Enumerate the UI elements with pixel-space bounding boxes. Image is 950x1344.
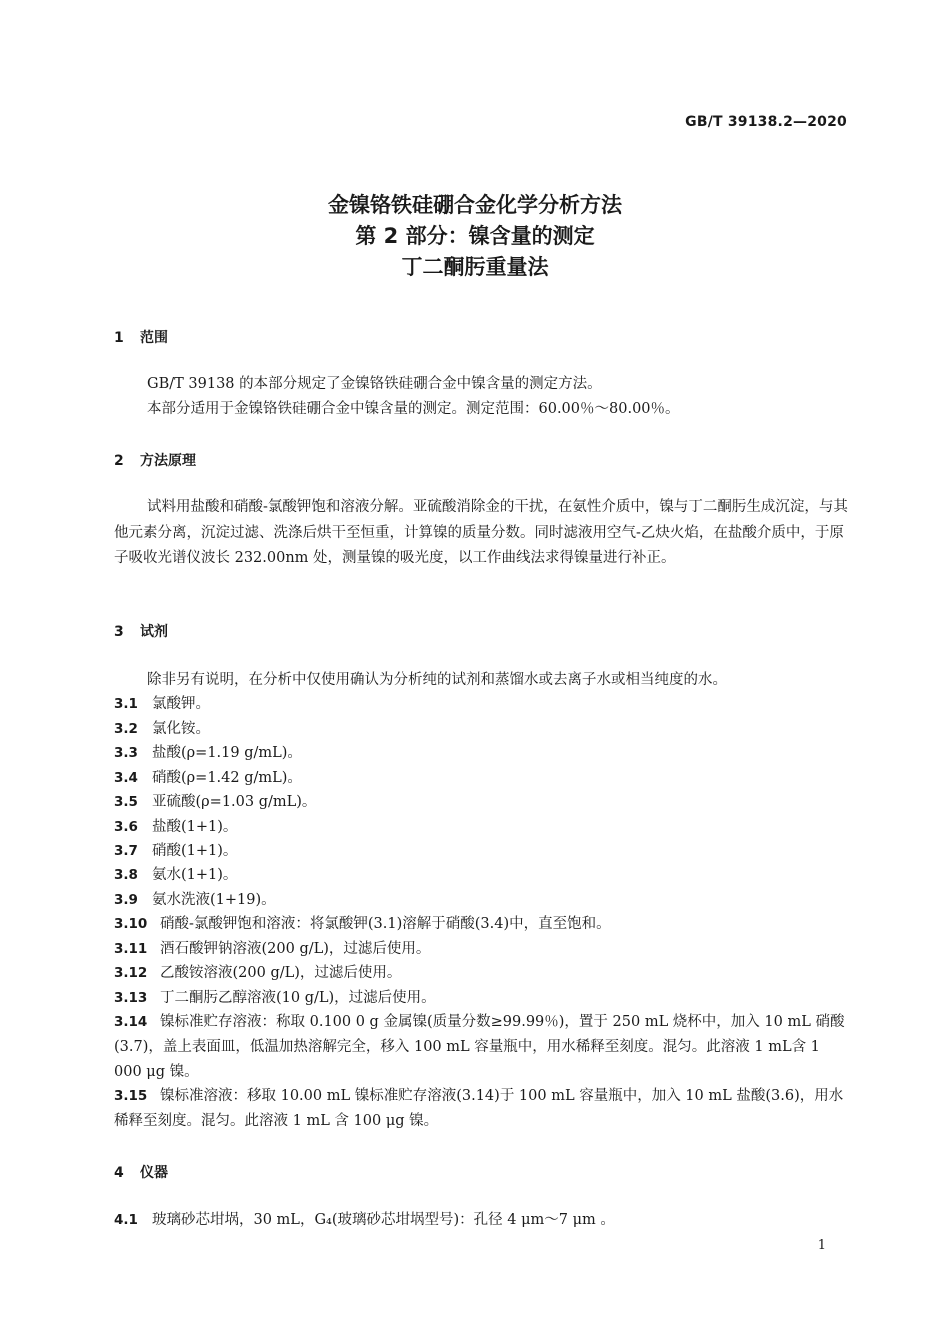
reagent-item: 3.14 镍标准贮存溶液：称取 0.100 0 g 金属镍(质量分数≥99.99％)，置于 250 mL 烧杯中，加入 10 mL 硝酸(3.7)，盖上表面皿，低温加热溶解完全，移入 100 mL 容量瓶中，用水稀释至刻度。混匀。此溶液 1 mL含 1 000 μg 镍。 xyxy=(114,1014,845,1080)
reagent-item: 3.13 丁二酮肟乙醇溶液(10 g/L)，过滤后使用。 xyxy=(114,990,436,1006)
section-2-paragraph: 试料用盐酸和硝酸-氯酸钾饱和溶液分解。亚硫酸消除金的干扰，在氨性介质中，镍与丁二酮肟生成沉淀，与其他元素分离，沉淀过滤、洗涤后烘干至恒重，计算镍的质量分数。同时滤液用空气-乙炔火焰，在盐酸介质中，于原子吸收光谱仪波长 232.00nm 处，测量镍的吸光度，以工作曲线法求得镍量进行补正。 xyxy=(114,499,848,566)
reagent-item: 3.6 盐酸(1+1)。 xyxy=(114,819,238,835)
section-number: 3 xyxy=(114,624,124,640)
title-line-3: 丁二酮肟重量法 xyxy=(401,255,549,279)
reagent-item: 3.7 硝酸(1+1)。 xyxy=(114,843,238,859)
standard-code: GB/T 39138.2—2020 xyxy=(685,114,847,130)
section-title: 范围 xyxy=(140,330,168,346)
section-1-heading xyxy=(114,327,168,347)
reagent-item: 3.1 氯酸钾。 xyxy=(114,696,210,712)
reagent-item: 3.9 氨水洗液(1+19)。 xyxy=(114,892,276,908)
section-3-intro: 除非另有说明，在分析中仅使用确认为分析纯的试剂和蒸馏水或去离子水或相当纯度的水。 xyxy=(147,672,727,688)
section-number: 2 xyxy=(114,453,124,469)
reagent-item: 3.3 盐酸(ρ=1.19 g/mL)。 xyxy=(114,745,302,761)
section-4-heading xyxy=(114,1162,168,1182)
title-line-2: 第 2 部分：镍含量的测定 xyxy=(355,224,595,248)
reagent-item: 3.11 酒石酸钾钠溶液(200 g/L)，过滤后使用。 xyxy=(114,941,431,957)
reagent-item: 3.15 镍标准溶液：移取 10.00 mL 镍标准贮存溶液(3.14)于 100 mL 容量瓶中，加入 10 mL 盐酸(3.6)，用水稀释至刻度。混匀。此溶液 1 mL 含 100 μg 镍。 xyxy=(114,1088,844,1129)
reagent-item: 3.5 亚硫酸(ρ=1.03 g/mL)。 xyxy=(114,794,317,810)
reagent-item: 3.12 乙酸铵溶液(200 g/L)，过滤后使用。 xyxy=(114,965,402,981)
section-title: 试剂 xyxy=(140,624,168,640)
title-line-1: 金镍铬铁硅硼合金化学分析方法 xyxy=(328,193,622,217)
section-title: 方法原理 xyxy=(140,453,196,469)
section-number: 4 xyxy=(114,1165,124,1181)
section-1-paragraph-1: GB/T 39138 的本部分规定了金镍铬铁硅硼合金中镍含量的测定方法。 xyxy=(147,376,602,392)
page-number: 1 xyxy=(817,1238,826,1253)
reagent-item: 3.10 硝酸-氯酸钾饱和溶液：将氯酸钾(3.1)溶解于硝酸(3.4)中，直至饱和。 xyxy=(114,916,611,932)
section-number: 1 xyxy=(114,330,124,346)
section-title: 仪器 xyxy=(140,1165,168,1181)
section-2-heading xyxy=(114,450,196,470)
section-1-paragraph-2: 本部分适用于金镍铬铁硅硼合金中镍含量的测定。测定范围：60.00％～80.00％。 xyxy=(147,401,680,417)
section-3-heading xyxy=(114,621,168,641)
reagent-item: 3.2 氯化铵。 xyxy=(114,721,210,737)
instrument-item: 4.1 玻璃砂芯坩埚，30 mL，G₄(玻璃砂芯坩埚型号)：孔径 4 μm～7 μm 。 xyxy=(114,1212,615,1228)
document-title xyxy=(0,190,950,283)
reagent-item: 3.4 硝酸(ρ=1.42 g/mL)。 xyxy=(114,770,302,786)
reagent-item: 3.8 氨水(1+1)。 xyxy=(114,867,238,883)
